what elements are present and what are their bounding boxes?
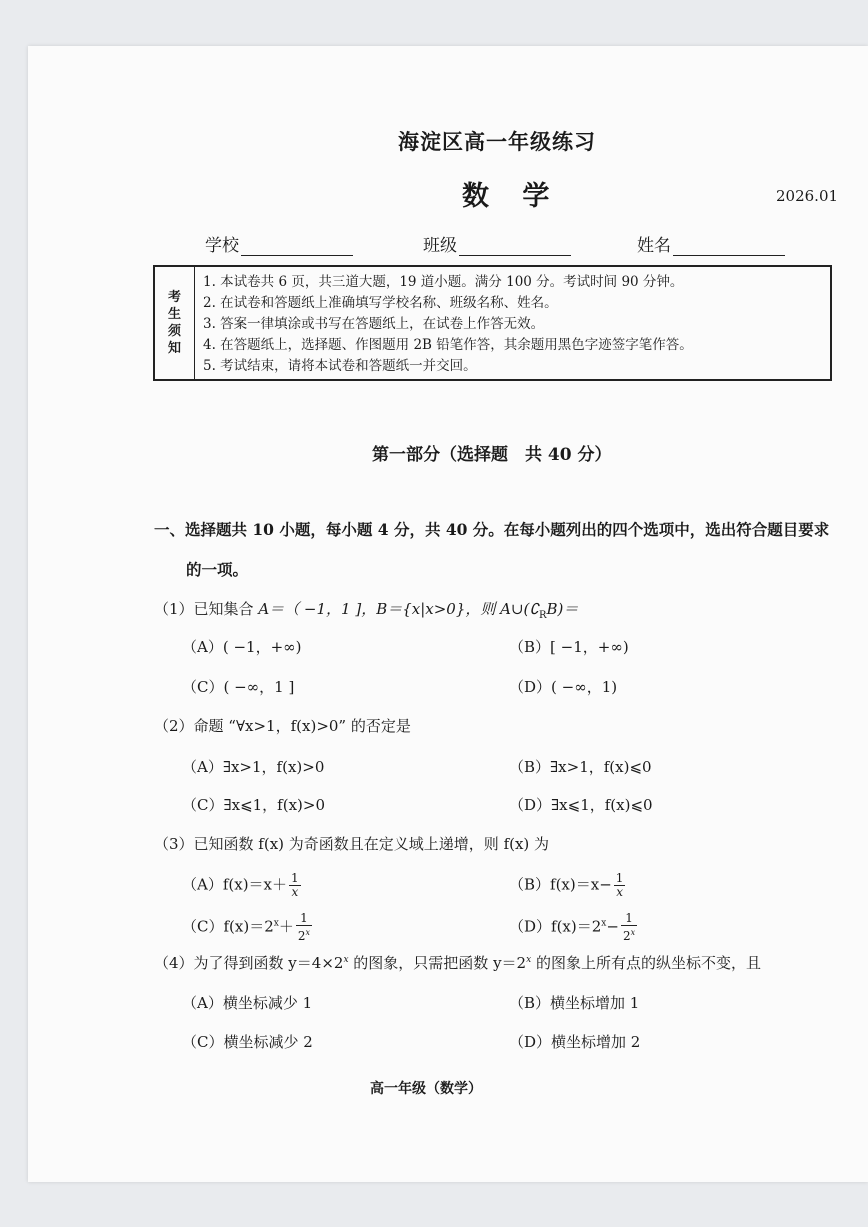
q1-option-b[interactable]: （B）[ −1，+∞) (509, 638, 629, 656)
fraction: $\frac{1}{x}$ (291, 871, 299, 899)
question-4-stem: （4）为了得到函数 $y=4\times 2^x$ 的图象，只需把函数 $y=2^x$ 的图象上所有点的纵坐标不变，且 (154, 954, 761, 972)
notice-item: 4. 在答题纸上，选择题、作图题用 2B 铅笔作答，其余题用黑色字迹签字笔作答。 (203, 337, 693, 353)
q2-option-c[interactable]: （C）∃x⩽1，f(x)>0 (182, 796, 326, 814)
q1-option-a[interactable]: （A）( −1，+∞) (182, 638, 302, 656)
class-label: 班级 (423, 236, 457, 256)
section-heading: 第一部分（选择题 共 40 分） (372, 445, 612, 465)
name-label: 姓名 (637, 236, 671, 256)
name-blank (673, 239, 785, 256)
q1-option-c[interactable]: （C）( −∞，1 ] (182, 678, 295, 696)
notice-items (203, 272, 693, 377)
q2-option-d[interactable]: （D）∃x⩽1，f(x)⩽0 (509, 796, 653, 814)
q1-option-d[interactable]: （D）( −∞，1) (509, 678, 618, 696)
q4-option-c[interactable]: （C）横坐标减少 2 (182, 1033, 313, 1051)
question-3-stem: （3）已知函数 f(x) 为奇函数且在定义域上递增，则 f(x) 为 (154, 835, 550, 853)
q4-option-d[interactable]: （D）横坐标增加 2 (509, 1033, 641, 1051)
notice-item: 3. 答案一律填涂或书写在答题纸上，在试卷上作答无效。 (203, 316, 545, 332)
fraction: $\frac{1}{x}$ (615, 871, 624, 899)
school-field (205, 231, 353, 256)
notice-item: 1. 本试卷共 6 页，共三道大题，19 道小题。满分 100 分。考试时间 90 分钟。 (203, 274, 684, 290)
exam-title: 海淀区高一年级练习 (398, 129, 596, 154)
fraction: $\frac{1}{2^x}$ (622, 911, 636, 943)
q3-option-c[interactable]: $(C)f(x)=2^x+$ $\frac{1}{2^x}$ (182, 911, 310, 943)
notice-label: 考 生 须 知 (155, 267, 195, 379)
school-blank (241, 239, 353, 256)
q4-option-b[interactable]: （B）横坐标增加 1 (509, 994, 640, 1012)
q3-option-a[interactable]: （A）f(x)＝x＋ $\frac{1}{x}$ (182, 871, 299, 899)
class-field (423, 231, 571, 256)
question-2-stem: （2）命题 “∀x>1，f(x)>0” 的否定是 (154, 717, 411, 735)
q2-option-b[interactable]: （B）∃x>1，f(x)⩽0 (509, 758, 652, 776)
q2-option-a[interactable]: （A）∃x>1，f(x)>0 (182, 758, 325, 776)
notice-item: 5. 考试结束，请将本试卷和答题纸一并交回。 (203, 358, 477, 374)
instructions-line-2: 的一项。 (186, 560, 249, 579)
school-label: 学校 (205, 236, 239, 256)
q4-option-a[interactable]: （A）横坐标减少 1 (182, 994, 313, 1012)
exam-date: 2026.01 (776, 187, 839, 205)
notice-item: 2. 在试卷和答题纸上准确填写学校名称、班级名称、姓名。 (203, 295, 558, 311)
fraction: $\frac{1}{2^x}$ (297, 911, 310, 943)
instructions-line-1: 一、选择题共 10 小题，每小题 4 分，共 40 分。在每小题列出的四个选项中，选出符合题目要求 (154, 520, 830, 539)
exam-notice-box (153, 265, 832, 381)
q3-option-d[interactable]: $(D)f(x)=2^x-$ $\frac{1}{2^x}$ (509, 911, 636, 943)
q3-option-b[interactable]: （B）f(x)＝x− $\frac{1}{x}$ (509, 871, 624, 899)
page-footer: 高一年级（数学） (370, 1081, 482, 1097)
question-1-stem: （1）已知集合 A＝（ −1，1 ]，B＝{x|x>0}，则 $A\cup(∁_RB)=$ (154, 600, 579, 621)
subject-title: 数 学 (462, 181, 562, 212)
name-field (637, 231, 785, 256)
class-blank (459, 239, 571, 256)
